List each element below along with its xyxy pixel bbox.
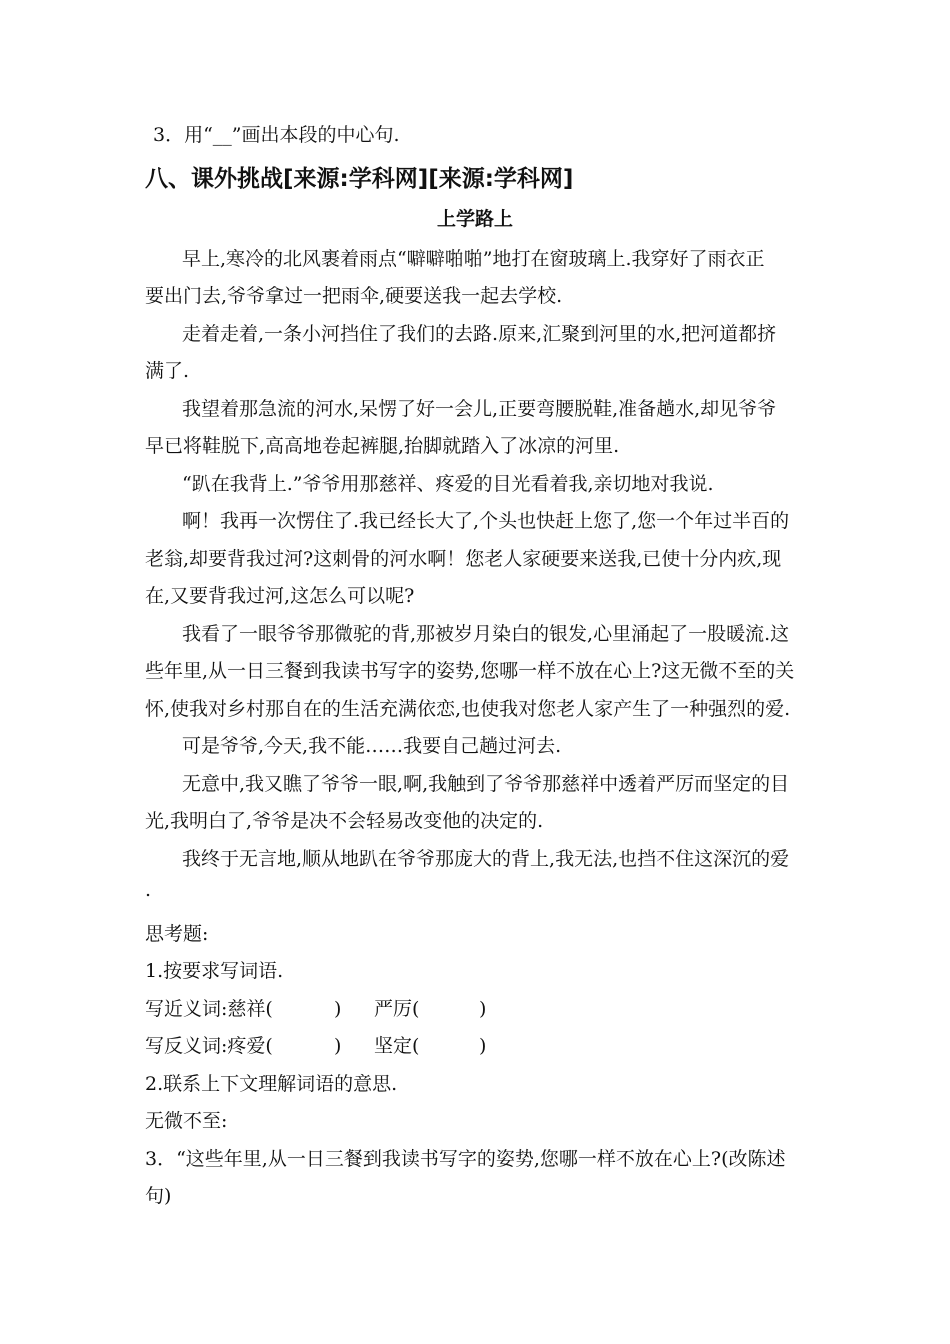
story-line: 老翁,却要背我过河?这刺骨的河水啊！您老人家硬要来送我,已使十分内疚,现	[145, 548, 782, 570]
story-title: 上学路上	[437, 208, 514, 230]
story-line: 早上,寒冷的北风裹着雨点“噼噼啪啪”地打在窗玻璃上.我穿好了雨衣正	[182, 248, 765, 270]
section-heading: 八、课外挑战[来源:学科网][来源:学科网]	[145, 166, 574, 192]
question-2: 2.联系上下文理解词语的意思.	[145, 1073, 398, 1095]
story-line: 我终于无言地,顺从地趴在爷爷那庞大的背上,我无法,也挡不住这深沉的爱	[182, 848, 790, 870]
questions-header: 思考题:	[145, 923, 209, 945]
question-1-synonym-word-2: 严厉(	[374, 998, 420, 1020]
story-line: 我看了一眼爷爷那微驼的背,那被岁月染白的银发,心里涌起了一股暖流.这	[182, 623, 790, 645]
answer-blank-close: )	[334, 1035, 342, 1057]
question-3-underline-center-sentence: 3．用“__”画出本段的中心句.	[153, 124, 400, 146]
story-line: 早已将鞋脱下,高高地卷起裤腿,抬脚就踏入了冰凉的河里.	[145, 435, 620, 457]
story-line: 我望着那急流的河水,呆愣了好一会儿,正要弯腰脱鞋,准备趟水,却见爷爷	[182, 398, 777, 420]
story-line: 要出门去,爷爷拿过一把雨伞,硬要送我一起去学校.	[145, 285, 563, 307]
story-line: 在,又要背我过河,这怎么可以呢?	[145, 585, 415, 607]
story-line: 可是爷爷,今天,我不能……我要自己趟过河去.	[182, 735, 562, 757]
question-1: 1.按要求写词语.	[145, 960, 284, 982]
story-line: 些年里,从一日三餐到我读书写字的姿势,您哪一样不放在心上?这无微不至的关	[145, 660, 795, 682]
question-1-antonym-word-2: 坚定(	[374, 1035, 420, 1057]
story-line: 无意中,我又瞧了爷爷一眼,啊,我触到了爷爷那慈祥中透着严厉而坚定的目	[182, 773, 790, 795]
question-1-antonyms-label: 写反义词:疼爱(	[145, 1035, 273, 1057]
question-2-term: 无微不至:	[145, 1110, 228, 1132]
question-3-line-2: 句)	[145, 1185, 172, 1207]
story-line: 啊！我再一次愣住了.我已经长大了,个头也快赶上您了,您一个年过半百的	[182, 510, 790, 532]
question-3-line-1: 3．“这些年里,从一日三餐到我读书写字的姿势,您哪一样不放在心上?(改陈述	[145, 1148, 786, 1170]
story-line: “趴在我背上.”爷爷用那慈祥、疼爱的目光看着我,亲切地对我说.	[182, 473, 714, 495]
story-line: 光,我明白了,爷爷是决不会轻易改变他的决定的.	[145, 810, 544, 832]
answer-blank-close: )	[479, 998, 487, 1020]
answer-blank-close: )	[334, 998, 342, 1020]
story-line: 满了.	[145, 360, 190, 382]
answer-blank-close: )	[479, 1035, 487, 1057]
story-line: 走着走着,一条小河挡住了我们的去路.原来,汇聚到河里的水,把河道都挤	[182, 323, 777, 345]
question-1-synonyms-label: 写近义词:慈祥(	[145, 998, 273, 1020]
story-line: 怀,使我对乡村那自在的生活充满依恋,也使我对您老人家产生了一种强烈的爱.	[145, 698, 791, 720]
story-line: .	[145, 879, 152, 901]
